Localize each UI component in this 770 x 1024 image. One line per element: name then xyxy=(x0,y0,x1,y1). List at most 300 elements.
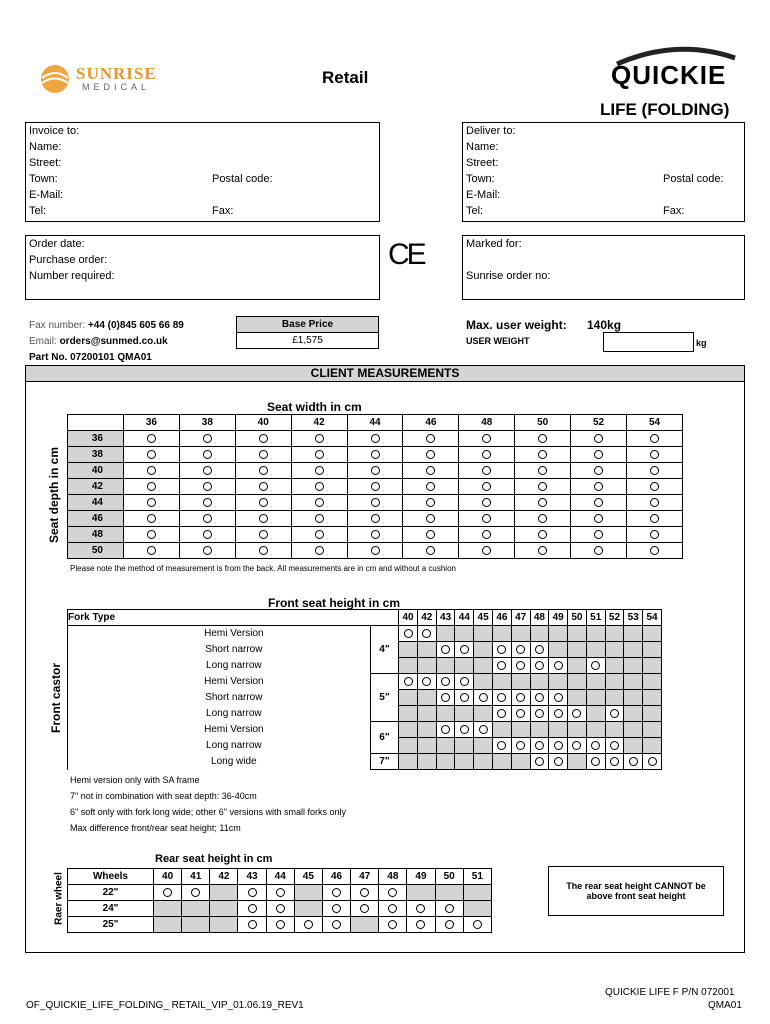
seat-option-radio[interactable] xyxy=(315,450,324,459)
front-cell[interactable] xyxy=(586,658,605,674)
seat-cell[interactable] xyxy=(515,431,571,447)
seat-cell[interactable] xyxy=(124,527,180,543)
seat-cell[interactable] xyxy=(179,527,235,543)
seat-cell[interactable] xyxy=(291,527,347,543)
seat-cell[interactable] xyxy=(291,543,347,559)
seat-cell[interactable] xyxy=(291,479,347,495)
seat-cell[interactable] xyxy=(347,463,403,479)
seat-option-radio[interactable] xyxy=(371,466,380,475)
front-option-radio[interactable] xyxy=(554,709,563,718)
seat-option-radio[interactable] xyxy=(482,434,491,443)
rear-option-radio[interactable] xyxy=(416,920,425,929)
rear-cell[interactable] xyxy=(266,917,294,933)
seat-cell[interactable] xyxy=(627,447,683,463)
rear-option-radio[interactable] xyxy=(445,920,454,929)
front-option-radio[interactable] xyxy=(441,645,450,654)
front-cell[interactable] xyxy=(605,706,624,722)
seat-option-radio[interactable] xyxy=(315,482,324,491)
rear-cell[interactable] xyxy=(238,885,266,901)
deliver-email-label[interactable]: E-Mail: xyxy=(466,189,501,201)
seat-cell[interactable] xyxy=(124,463,180,479)
front-option-radio[interactable] xyxy=(591,757,600,766)
seat-cell[interactable] xyxy=(235,527,291,543)
seat-cell[interactable] xyxy=(347,511,403,527)
seat-cell[interactable] xyxy=(571,495,627,511)
seat-cell[interactable] xyxy=(571,527,627,543)
front-cell[interactable] xyxy=(455,674,474,690)
front-cell[interactable] xyxy=(511,738,530,754)
front-cell[interactable] xyxy=(530,754,549,770)
seat-cell[interactable] xyxy=(235,511,291,527)
seat-cell[interactable] xyxy=(347,479,403,495)
front-option-radio[interactable] xyxy=(572,709,581,718)
rear-cell[interactable] xyxy=(407,901,435,917)
seat-option-radio[interactable] xyxy=(594,482,603,491)
front-option-radio[interactable] xyxy=(629,757,638,766)
front-cell[interactable] xyxy=(511,690,530,706)
seat-option-radio[interactable] xyxy=(203,482,212,491)
front-option-radio[interactable] xyxy=(535,757,544,766)
seat-option-radio[interactable] xyxy=(147,434,156,443)
seat-cell[interactable] xyxy=(347,495,403,511)
rear-cell[interactable] xyxy=(266,901,294,917)
rear-cell[interactable] xyxy=(322,901,350,917)
seat-option-radio[interactable] xyxy=(371,482,380,491)
front-cell[interactable] xyxy=(511,706,530,722)
front-cell[interactable] xyxy=(530,658,549,674)
seat-option-radio[interactable] xyxy=(538,498,547,507)
seat-cell[interactable] xyxy=(515,527,571,543)
seat-option-radio[interactable] xyxy=(371,546,380,555)
front-option-radio[interactable] xyxy=(535,693,544,702)
rear-option-radio[interactable] xyxy=(473,920,482,929)
seat-cell[interactable] xyxy=(179,479,235,495)
seat-option-radio[interactable] xyxy=(650,482,659,491)
seat-option-radio[interactable] xyxy=(538,482,547,491)
seat-option-radio[interactable] xyxy=(538,450,547,459)
rear-cell[interactable] xyxy=(182,885,210,901)
rear-option-radio[interactable] xyxy=(388,904,397,913)
front-cell[interactable] xyxy=(549,690,568,706)
seat-cell[interactable] xyxy=(291,463,347,479)
seat-option-radio[interactable] xyxy=(371,434,380,443)
front-option-radio[interactable] xyxy=(479,725,488,734)
seat-cell[interactable] xyxy=(571,463,627,479)
rear-cell[interactable] xyxy=(435,901,463,917)
seat-option-radio[interactable] xyxy=(259,514,268,523)
seat-option-radio[interactable] xyxy=(147,450,156,459)
front-option-radio[interactable] xyxy=(404,629,413,638)
seat-option-radio[interactable] xyxy=(259,530,268,539)
deliver-street-label[interactable]: Street: xyxy=(466,157,499,169)
invoice-fax-label[interactable]: Fax: xyxy=(212,205,234,217)
front-cell[interactable] xyxy=(436,690,455,706)
deliver-tel-label[interactable]: Tel: xyxy=(466,205,484,217)
seat-cell[interactable] xyxy=(459,495,515,511)
user-weight-input[interactable] xyxy=(603,332,694,352)
seat-cell[interactable] xyxy=(124,447,180,463)
seat-cell[interactable] xyxy=(403,431,459,447)
seat-option-radio[interactable] xyxy=(203,434,212,443)
seat-cell[interactable] xyxy=(627,495,683,511)
seat-option-radio[interactable] xyxy=(538,530,547,539)
seat-cell[interactable] xyxy=(515,511,571,527)
front-cell[interactable] xyxy=(605,738,624,754)
seat-option-radio[interactable] xyxy=(482,450,491,459)
front-option-radio[interactable] xyxy=(404,677,413,686)
rear-option-radio[interactable] xyxy=(248,920,257,929)
seat-option-radio[interactable] xyxy=(426,514,435,523)
rear-option-radio[interactable] xyxy=(388,920,397,929)
seat-cell[interactable] xyxy=(571,479,627,495)
front-option-radio[interactable] xyxy=(479,693,488,702)
seat-option-radio[interactable] xyxy=(147,482,156,491)
seat-cell[interactable] xyxy=(403,495,459,511)
front-cell[interactable] xyxy=(549,658,568,674)
seat-option-radio[interactable] xyxy=(259,482,268,491)
front-option-radio[interactable] xyxy=(497,661,506,670)
seat-cell[interactable] xyxy=(403,447,459,463)
seat-cell[interactable] xyxy=(515,447,571,463)
front-cell[interactable] xyxy=(417,674,436,690)
seat-option-radio[interactable] xyxy=(538,514,547,523)
front-option-radio[interactable] xyxy=(516,661,525,670)
rear-cell[interactable] xyxy=(351,885,379,901)
front-cell[interactable] xyxy=(530,738,549,754)
seat-cell[interactable] xyxy=(291,447,347,463)
rear-option-radio[interactable] xyxy=(248,888,257,897)
front-option-radio[interactable] xyxy=(554,741,563,750)
deliver-fax-label[interactable]: Fax: xyxy=(663,205,685,217)
seat-cell[interactable] xyxy=(235,495,291,511)
seat-option-radio[interactable] xyxy=(594,498,603,507)
front-cell[interactable] xyxy=(436,674,455,690)
seat-option-radio[interactable] xyxy=(650,466,659,475)
seat-cell[interactable] xyxy=(179,431,235,447)
front-cell[interactable] xyxy=(436,722,455,738)
seat-cell[interactable] xyxy=(347,543,403,559)
seat-option-radio[interactable] xyxy=(315,530,324,539)
rear-cell[interactable] xyxy=(407,917,435,933)
seat-cell[interactable] xyxy=(347,527,403,543)
seat-cell[interactable] xyxy=(571,511,627,527)
front-option-radio[interactable] xyxy=(460,677,469,686)
seat-option-radio[interactable] xyxy=(650,514,659,523)
seat-option-radio[interactable] xyxy=(482,498,491,507)
seat-option-radio[interactable] xyxy=(315,498,324,507)
seat-cell[interactable] xyxy=(403,527,459,543)
rear-option-radio[interactable] xyxy=(360,888,369,897)
seat-cell[interactable] xyxy=(124,511,180,527)
seat-cell[interactable] xyxy=(459,511,515,527)
seat-option-radio[interactable] xyxy=(650,546,659,555)
seat-option-radio[interactable] xyxy=(371,450,380,459)
seat-option-radio[interactable] xyxy=(371,514,380,523)
seat-option-radio[interactable] xyxy=(594,450,603,459)
front-cell[interactable] xyxy=(549,754,568,770)
front-option-radio[interactable] xyxy=(460,693,469,702)
rear-cell[interactable] xyxy=(154,885,182,901)
seat-option-radio[interactable] xyxy=(426,530,435,539)
sunrise-order-label[interactable]: Sunrise order no: xyxy=(466,270,551,282)
invoice-street-label[interactable]: Street: xyxy=(29,157,62,169)
front-option-radio[interactable] xyxy=(516,741,525,750)
rear-option-radio[interactable] xyxy=(276,904,285,913)
rear-cell[interactable] xyxy=(238,917,266,933)
seat-option-radio[interactable] xyxy=(203,450,212,459)
front-option-radio[interactable] xyxy=(591,741,600,750)
seat-cell[interactable] xyxy=(235,431,291,447)
front-cell[interactable] xyxy=(455,642,474,658)
seat-cell[interactable] xyxy=(235,479,291,495)
front-option-radio[interactable] xyxy=(460,725,469,734)
seat-cell[interactable] xyxy=(179,511,235,527)
front-option-radio[interactable] xyxy=(610,709,619,718)
seat-option-radio[interactable] xyxy=(371,530,380,539)
front-cell[interactable] xyxy=(549,706,568,722)
invoice-name-label[interactable]: Name: xyxy=(29,141,62,153)
seat-option-radio[interactable] xyxy=(538,434,547,443)
rear-option-radio[interactable] xyxy=(248,904,257,913)
front-option-radio[interactable] xyxy=(516,693,525,702)
seat-cell[interactable] xyxy=(179,463,235,479)
rear-cell[interactable] xyxy=(379,917,407,933)
front-option-radio[interactable] xyxy=(572,741,581,750)
seat-cell[interactable] xyxy=(235,543,291,559)
front-option-radio[interactable] xyxy=(422,629,431,638)
seat-cell[interactable] xyxy=(459,543,515,559)
front-option-radio[interactable] xyxy=(460,645,469,654)
email-address[interactable]: orders@sunmed.co.uk xyxy=(59,336,168,347)
front-option-radio[interactable] xyxy=(516,709,525,718)
seat-cell[interactable] xyxy=(291,511,347,527)
seat-cell[interactable] xyxy=(403,543,459,559)
seat-cell[interactable] xyxy=(627,463,683,479)
seat-option-radio[interactable] xyxy=(426,498,435,507)
seat-option-radio[interactable] xyxy=(594,530,603,539)
seat-cell[interactable] xyxy=(515,463,571,479)
seat-option-radio[interactable] xyxy=(650,434,659,443)
seat-cell[interactable] xyxy=(627,527,683,543)
seat-cell[interactable] xyxy=(515,479,571,495)
seat-option-radio[interactable] xyxy=(203,546,212,555)
seat-option-radio[interactable] xyxy=(147,498,156,507)
invoice-town-label[interactable]: Town: xyxy=(29,173,58,185)
seat-cell[interactable] xyxy=(459,447,515,463)
seat-option-radio[interactable] xyxy=(650,450,659,459)
rear-cell[interactable] xyxy=(322,917,350,933)
seat-option-radio[interactable] xyxy=(426,434,435,443)
seat-option-radio[interactable] xyxy=(147,514,156,523)
number-required-label[interactable]: Number required: xyxy=(29,270,115,282)
seat-option-radio[interactable] xyxy=(426,546,435,555)
seat-option-radio[interactable] xyxy=(315,546,324,555)
seat-option-radio[interactable] xyxy=(203,514,212,523)
seat-cell[interactable] xyxy=(124,495,180,511)
seat-cell[interactable] xyxy=(571,447,627,463)
front-cell[interactable] xyxy=(399,626,418,642)
front-cell[interactable] xyxy=(436,642,455,658)
front-option-radio[interactable] xyxy=(591,661,600,670)
seat-cell[interactable] xyxy=(515,543,571,559)
rear-option-radio[interactable] xyxy=(360,904,369,913)
front-option-radio[interactable] xyxy=(554,693,563,702)
invoice-email-label[interactable]: E-Mail: xyxy=(29,189,64,201)
front-option-radio[interactable] xyxy=(554,661,563,670)
seat-option-radio[interactable] xyxy=(315,466,324,475)
front-cell[interactable] xyxy=(493,658,512,674)
seat-option-radio[interactable] xyxy=(315,434,324,443)
seat-option-radio[interactable] xyxy=(650,530,659,539)
seat-option-radio[interactable] xyxy=(259,546,268,555)
seat-option-radio[interactable] xyxy=(650,498,659,507)
front-cell[interactable] xyxy=(605,754,624,770)
order-date-label[interactable]: Order date: xyxy=(29,238,85,250)
seat-cell[interactable] xyxy=(571,543,627,559)
rear-cell[interactable] xyxy=(351,901,379,917)
rear-option-radio[interactable] xyxy=(332,888,341,897)
front-cell[interactable] xyxy=(474,722,493,738)
deliver-town-label[interactable]: Town: xyxy=(466,173,495,185)
front-option-radio[interactable] xyxy=(497,693,506,702)
front-cell[interactable] xyxy=(474,690,493,706)
front-cell[interactable] xyxy=(493,706,512,722)
rear-cell[interactable] xyxy=(266,885,294,901)
front-option-radio[interactable] xyxy=(497,741,506,750)
seat-cell[interactable] xyxy=(291,495,347,511)
seat-cell[interactable] xyxy=(347,431,403,447)
seat-option-radio[interactable] xyxy=(482,466,491,475)
front-cell[interactable] xyxy=(549,738,568,754)
seat-option-radio[interactable] xyxy=(259,466,268,475)
seat-option-radio[interactable] xyxy=(203,530,212,539)
seat-option-radio[interactable] xyxy=(259,434,268,443)
seat-option-radio[interactable] xyxy=(147,530,156,539)
front-option-radio[interactable] xyxy=(497,645,506,654)
front-cell[interactable] xyxy=(455,722,474,738)
front-cell[interactable] xyxy=(568,706,587,722)
front-cell[interactable] xyxy=(493,690,512,706)
rear-cell[interactable] xyxy=(238,901,266,917)
invoice-tel-label[interactable]: Tel: xyxy=(29,205,47,217)
rear-option-radio[interactable] xyxy=(445,904,454,913)
front-cell[interactable] xyxy=(586,738,605,754)
front-option-radio[interactable] xyxy=(441,693,450,702)
rear-cell[interactable] xyxy=(379,885,407,901)
rear-option-radio[interactable] xyxy=(388,888,397,897)
front-option-radio[interactable] xyxy=(441,677,450,686)
seat-cell[interactable] xyxy=(124,479,180,495)
front-cell[interactable] xyxy=(493,738,512,754)
seat-cell[interactable] xyxy=(627,479,683,495)
front-cell[interactable] xyxy=(530,690,549,706)
front-option-radio[interactable] xyxy=(535,645,544,654)
rear-option-radio[interactable] xyxy=(276,920,285,929)
seat-cell[interactable] xyxy=(403,511,459,527)
seat-cell[interactable] xyxy=(459,479,515,495)
front-option-radio[interactable] xyxy=(535,661,544,670)
invoice-postal-label[interactable]: Postal code: xyxy=(212,173,273,185)
seat-option-radio[interactable] xyxy=(203,466,212,475)
front-cell[interactable] xyxy=(511,642,530,658)
front-option-radio[interactable] xyxy=(610,741,619,750)
front-option-radio[interactable] xyxy=(648,757,657,766)
seat-cell[interactable] xyxy=(124,431,180,447)
seat-option-radio[interactable] xyxy=(259,450,268,459)
seat-cell[interactable] xyxy=(179,495,235,511)
seat-option-radio[interactable] xyxy=(147,546,156,555)
purchase-order-label[interactable]: Purchase order: xyxy=(29,254,108,266)
front-cell[interactable] xyxy=(455,690,474,706)
seat-cell[interactable] xyxy=(291,431,347,447)
seat-option-radio[interactable] xyxy=(594,434,603,443)
rear-cell[interactable] xyxy=(322,885,350,901)
rear-option-radio[interactable] xyxy=(276,888,285,897)
seat-cell[interactable] xyxy=(571,431,627,447)
front-cell[interactable] xyxy=(399,674,418,690)
seat-option-radio[interactable] xyxy=(538,466,547,475)
seat-option-radio[interactable] xyxy=(594,466,603,475)
rear-option-radio[interactable] xyxy=(304,920,313,929)
seat-option-radio[interactable] xyxy=(482,514,491,523)
deliver-postal-label[interactable]: Postal code: xyxy=(663,173,724,185)
seat-option-radio[interactable] xyxy=(594,546,603,555)
rear-cell[interactable] xyxy=(379,901,407,917)
front-option-radio[interactable] xyxy=(422,677,431,686)
front-option-radio[interactable] xyxy=(516,645,525,654)
seat-cell[interactable] xyxy=(459,463,515,479)
seat-option-radio[interactable] xyxy=(259,498,268,507)
rear-option-radio[interactable] xyxy=(332,904,341,913)
seat-cell[interactable] xyxy=(403,479,459,495)
front-cell[interactable] xyxy=(511,658,530,674)
rear-option-radio[interactable] xyxy=(163,888,172,897)
front-cell[interactable] xyxy=(586,754,605,770)
seat-cell[interactable] xyxy=(235,447,291,463)
seat-option-radio[interactable] xyxy=(594,514,603,523)
front-cell[interactable] xyxy=(493,642,512,658)
rear-option-radio[interactable] xyxy=(416,904,425,913)
rear-cell[interactable] xyxy=(294,917,322,933)
front-option-radio[interactable] xyxy=(497,709,506,718)
front-option-radio[interactable] xyxy=(535,709,544,718)
front-cell[interactable] xyxy=(643,754,662,770)
rear-option-radio[interactable] xyxy=(191,888,200,897)
seat-option-radio[interactable] xyxy=(426,466,435,475)
seat-option-radio[interactable] xyxy=(482,482,491,491)
front-cell[interactable] xyxy=(530,642,549,658)
seat-cell[interactable] xyxy=(347,447,403,463)
front-option-radio[interactable] xyxy=(535,741,544,750)
seat-option-radio[interactable] xyxy=(203,498,212,507)
seat-cell[interactable] xyxy=(627,431,683,447)
front-option-radio[interactable] xyxy=(554,757,563,766)
rear-cell[interactable] xyxy=(435,917,463,933)
seat-cell[interactable] xyxy=(235,463,291,479)
seat-cell[interactable] xyxy=(627,543,683,559)
front-option-radio[interactable] xyxy=(610,757,619,766)
marked-for-label[interactable]: Marked for: xyxy=(466,238,522,250)
seat-option-radio[interactable] xyxy=(482,546,491,555)
rear-cell[interactable] xyxy=(463,917,491,933)
seat-option-radio[interactable] xyxy=(371,498,380,507)
seat-cell[interactable] xyxy=(179,447,235,463)
seat-option-radio[interactable] xyxy=(315,514,324,523)
seat-cell[interactable] xyxy=(459,431,515,447)
seat-cell[interactable] xyxy=(459,527,515,543)
seat-cell[interactable] xyxy=(124,543,180,559)
seat-option-radio[interactable] xyxy=(426,450,435,459)
